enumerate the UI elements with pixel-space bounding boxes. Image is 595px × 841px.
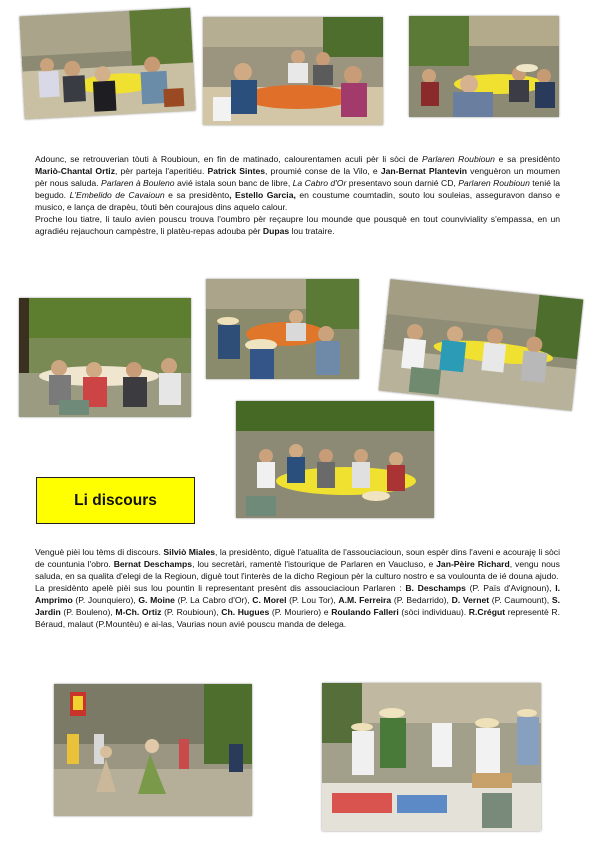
text-run: presentavo soun darnié CD, <box>346 178 459 189</box>
text-run: (P. Caumount), <box>489 595 552 606</box>
bold-name: A.M. Ferreira <box>338 595 392 606</box>
bold-name: B. Deschamps <box>405 583 466 594</box>
bold-name: Silviò Miales <box>163 547 216 557</box>
text-run: Venguè pièi lou tèms di discours. <box>35 547 164 557</box>
paragraph-meal <box>35 213 560 237</box>
text-run: tenié la begudo. <box>35 178 560 201</box>
text-run: , lou secretàri, ramentè l'istourique de Parlaren en Vaucluso, e <box>192 559 437 570</box>
bold-name: I. Amprimo <box>35 583 560 606</box>
speeches-heading: Li discours <box>74 491 157 509</box>
bold-name: , Estello Garcia, <box>229 190 296 201</box>
text-run: , pèr parteja l'aperitiéu. <box>115 166 208 177</box>
bold-name: Roulando Falleri <box>331 607 399 618</box>
text-run: , proumié conse de la Vilo, e <box>265 166 381 177</box>
text-run: (P. Mouriero) e <box>269 607 332 618</box>
bold-name: Ch. Hugues <box>221 607 270 618</box>
text-run: en coustume coumtadin, souto lou souleias, asseguravon danso e musico, e lança de drapèu, tòuti bèn courajous dins aquelo calour. <box>35 190 560 213</box>
bold-name: Patrick Sintes <box>207 166 266 177</box>
text-run: Proche lou tiatre, li taulo avien pouscu trouva l'oumbro pèr reçaupre lou mounde que pousquè en tout counviviality s'empassa, en un agradiéu rejauchoun campèstre, li platèu-repas adouba pèr <box>35 214 560 237</box>
text-run: Adounc, se retrouverian tòuti à Roubioun, en fin de matinado, calourentamen aculi pèr li sòci de <box>35 154 423 164</box>
bold-name: Jan-Bernat Plantevin <box>380 166 468 177</box>
bold-name: G. Moine <box>138 595 175 606</box>
text-run: (P. Roubioun), <box>161 607 222 618</box>
text-run: , vengu nous saluda, en sa qualita d'elegi de la Regioun, diguè tout l'interès de la dicho Regioun pèr la culturo nostro e sa voulounta de ié douna ajudo. <box>35 559 560 582</box>
text-run: representè R. Béraud, malaut (P.Mountèu) e ai-las, Vaurias noun avié pouscu manda de delega. <box>35 607 561 630</box>
bold-name: M-Ch. Ortiz <box>115 607 162 618</box>
speeches-text <box>35 546 560 630</box>
paragraph-speeches <box>35 546 560 582</box>
text-run: (P. Bouleno), <box>60 607 116 618</box>
italic-term: L'Embelido de Cavaioun <box>69 190 165 201</box>
photo-dancers <box>54 684 252 816</box>
text-run: (P. Lou Tor), <box>286 595 339 606</box>
bold-name: Mariò-Chantal Ortiz <box>35 166 115 177</box>
bold-name: D. Vernet <box>451 595 490 606</box>
photo-stand <box>322 683 541 831</box>
paragraph-arrival <box>35 153 560 213</box>
bold-name: Dupas <box>262 226 290 237</box>
text-run: (P. La Cabro d'Or), <box>174 595 253 606</box>
text-run: avié istala soun banc de libre, <box>174 178 293 189</box>
text-run: (P. Jounquiero), <box>72 595 139 606</box>
intro-text <box>35 153 560 237</box>
text-run: La presidènto apelè pièi sus lou pountin li representant presènt dis assouciacioun Parlaren : <box>35 583 406 594</box>
bold-name: S. Jardin <box>35 595 560 618</box>
bold-name: Jan-Pèire Richard <box>436 559 510 570</box>
text-run: e sa presidènto <box>164 190 230 201</box>
photo-lunch-3 <box>409 16 559 117</box>
italic-term: Parlaren à Bouleno <box>100 178 175 189</box>
photo-crowd-tables <box>236 401 434 518</box>
italic-term: Parlaren Roubioun <box>422 154 495 164</box>
text-run: lou trataire. <box>289 226 335 237</box>
photo-hats-table <box>206 279 359 379</box>
photo-lunch-2 <box>203 17 383 125</box>
photo-tables-shade <box>19 298 191 417</box>
photo-lunch-1 <box>19 8 195 120</box>
bold-name: C. Morel <box>252 595 287 606</box>
text-run: , la presidènto, diguè l'atualita de l'assouciacioun, soun espèr dins l'aveni e acouraję li sòci de countunia l'obro. <box>35 547 560 570</box>
text-run: e sa presidènto <box>494 154 560 164</box>
text-run: (sòci individuau). <box>398 607 469 618</box>
text-run: (P. Bedarrido), <box>391 595 452 606</box>
italic-term: La Cabro d'Or <box>292 178 347 189</box>
italic-term: Parlaren Roubioun <box>458 178 530 189</box>
speeches-heading-box <box>36 477 195 524</box>
paragraph-representatives <box>35 582 560 630</box>
text-run: venguèron un moumen pèr nous saluda. <box>35 166 561 189</box>
bold-name: Bernat Deschamps <box>113 559 193 570</box>
bold-name: R.Crégut <box>468 607 506 618</box>
text-run: (P. Païs d'Avignoun), <box>465 583 556 594</box>
photo-tables-wall <box>379 279 584 411</box>
